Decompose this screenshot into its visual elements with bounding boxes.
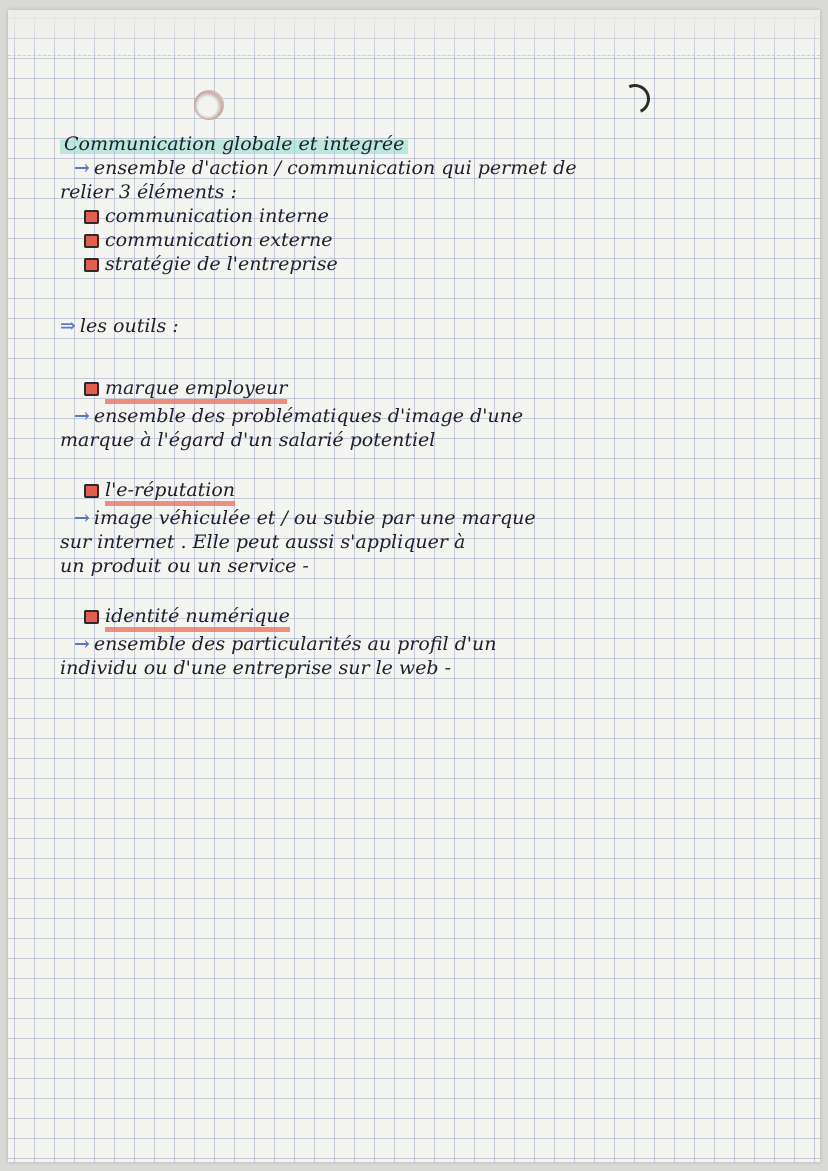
- arrow-icon: →: [74, 507, 90, 529]
- bullet-icon: [84, 234, 99, 248]
- arrow-icon: →: [74, 633, 90, 655]
- section-line: → image véhiculée et / ou subie par une marque: [74, 507, 536, 529]
- section-line: individu ou d'une entreprise sur le web -: [60, 657, 452, 679]
- section-title-marque-employeur: marque employeur: [60, 376, 800, 404]
- double-arrow-icon: ⇒: [60, 315, 76, 337]
- arrow-icon: →: [74, 405, 90, 427]
- section-line: → ensemble des problématiques d'image d'une: [74, 405, 524, 427]
- section-line: sur internet . Elle peut aussi s'appliquer à: [60, 531, 466, 553]
- bullet-icon: [84, 210, 99, 224]
- bullet-icon: [84, 382, 99, 396]
- handwritten-notes: [60, 132, 800, 680]
- bullet-icon: [84, 610, 99, 624]
- definition-line-1: → ensemble d'action / communication qui permet de: [74, 157, 577, 179]
- arrow-icon: →: [74, 157, 90, 179]
- tools-heading: ⇒ les outils :: [60, 315, 179, 337]
- punch-hole-right: [616, 80, 654, 118]
- section-title-identite-numerique: identité numérique: [60, 604, 800, 632]
- perforated-edge: [8, 10, 820, 56]
- section-line: un produit ou un service -: [60, 555, 309, 577]
- bullet-icon: [84, 484, 99, 498]
- element-item: communication interne: [60, 204, 800, 228]
- bullet-icon: [84, 258, 99, 272]
- note-title: Communication globale et integrée: [60, 132, 800, 156]
- section-line: → ensemble des particularités au profil d'un: [74, 633, 497, 655]
- element-item: communication externe: [60, 228, 800, 252]
- definition-line-2: relier 3 éléments :: [60, 181, 237, 203]
- punch-hole-left: [194, 90, 224, 120]
- section-line: marque à l'égard d'un salarié potentiel: [60, 429, 436, 451]
- notebook-page: [8, 10, 820, 1162]
- element-item: stratégie de l'entreprise: [60, 252, 800, 276]
- section-title-e-reputation: l'e-réputation: [60, 478, 800, 506]
